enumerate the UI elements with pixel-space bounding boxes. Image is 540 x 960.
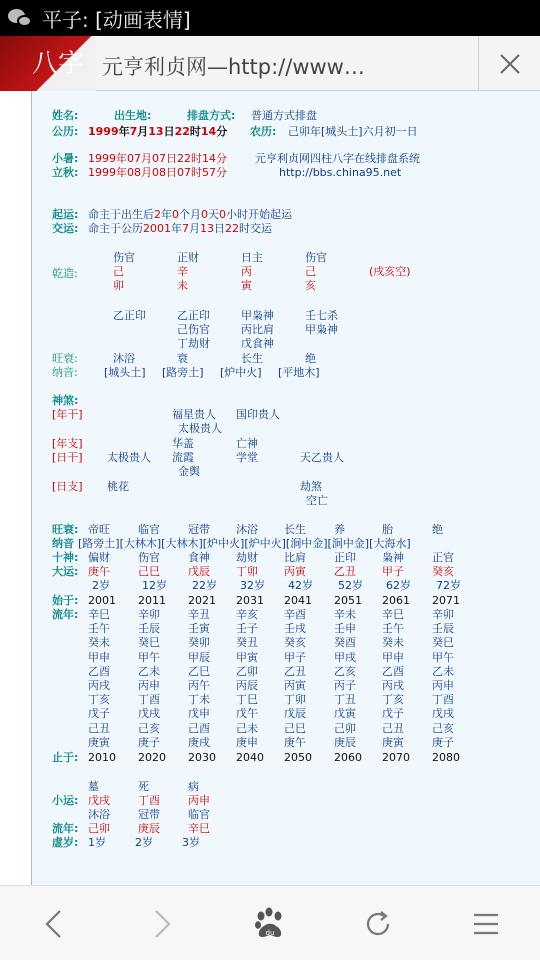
tiangan-hour: 己 xyxy=(305,265,316,278)
dayun-shiyu-label: 始于: xyxy=(52,594,79,607)
method-value: 普通方式排盘 xyxy=(251,109,317,122)
liunian-cell: 壬申 xyxy=(334,622,356,636)
dayun-zhiyu-7: 2070 xyxy=(382,751,410,764)
liunian-cell: 戊辰 xyxy=(284,707,306,721)
liunian-cell: 辛卯 xyxy=(138,608,160,621)
liunian-cell: 乙巳 xyxy=(188,664,210,678)
xiaoshu-value: 1999年07月07日22时14分 xyxy=(88,152,227,165)
liunian-cell: 己未 xyxy=(236,721,258,735)
liunian-cell: 己亥 xyxy=(432,721,454,735)
dayun-shishen-8: 正官 xyxy=(432,551,454,564)
shensha-ng-1: 福星贵人 xyxy=(172,408,216,421)
shensha-rz-3: 空亡 xyxy=(306,494,328,507)
canggan-month-1: 乙正印 xyxy=(177,309,210,322)
canggan-day-2: 丙比肩 xyxy=(241,323,274,336)
canggan-year-1: 乙正印 xyxy=(113,309,146,322)
shensha-ng-2: 国印贵人 xyxy=(236,408,280,421)
shishen-day: 日主 xyxy=(241,251,263,264)
svg-text:du: du xyxy=(265,929,275,937)
liunian-cell: 丙申 xyxy=(138,679,160,692)
xiaoyun-bottom-2: 冠带 xyxy=(138,808,160,821)
dayun-shiyu-7: 2061 xyxy=(382,594,410,607)
liunian-cell: 戊戌 xyxy=(138,707,160,721)
dayun-age-7: 62岁 xyxy=(386,579,411,592)
wangshuai-label: 旺衰: xyxy=(52,352,78,365)
dayun-zhiyu-1: 2010 xyxy=(88,751,116,764)
liunian-cell: 己巳 xyxy=(284,721,306,735)
xusui-label: 虚岁: xyxy=(52,836,79,849)
nayin-day: [炉中火] xyxy=(220,366,262,379)
liunian-cell: 戊子 xyxy=(88,707,110,721)
dayun-age-5: 42岁 xyxy=(288,579,313,592)
liunian-cell: 乙亥 xyxy=(334,664,356,678)
dayun-shishen-3: 食神 xyxy=(188,551,210,564)
liunian-cell: 癸卯 xyxy=(188,636,210,650)
liunian-cell: 丁亥 xyxy=(88,693,110,707)
xiaoshu-label: 小暑: xyxy=(52,152,79,165)
menu-icon xyxy=(472,912,500,936)
dayun-zhiyu-label: 止于: xyxy=(52,751,79,764)
liunian-cell: 甲辰 xyxy=(188,650,210,664)
canggan-month-3: 丁劫财 xyxy=(177,337,210,350)
qiyun-label: 起运: xyxy=(52,208,79,221)
dayun-item-8: 癸亥 xyxy=(432,565,454,578)
dayun-zhiyu-2: 2020 xyxy=(138,751,166,764)
dayun-age-4: 32岁 xyxy=(240,579,265,592)
liunian-cell: 丙午 xyxy=(188,679,210,692)
qiyun-value: 命主于出生后2年0个月0天0小时开始起运 xyxy=(88,208,292,221)
shensha-ri-zhi: [日支] xyxy=(52,480,83,493)
tiangan-month: 辛 xyxy=(177,265,188,278)
liunian-cell: 癸巳 xyxy=(432,636,454,650)
browser-tab-bar xyxy=(0,36,540,91)
liunian-cell: 甲寅 xyxy=(236,650,258,664)
liunian-cell: 己丑 xyxy=(382,721,404,735)
liunian-cell: 丁卯 xyxy=(284,693,306,707)
liunian-cell: 乙酉 xyxy=(88,664,110,678)
liunian-cell: 壬辰 xyxy=(432,622,454,636)
dayun-liunian-label: 流年: xyxy=(52,608,79,621)
shensha-label: 神煞: xyxy=(52,394,79,407)
nayin-hour: [平地木] xyxy=(278,366,320,379)
liunian-cell: 己卯 xyxy=(334,721,356,735)
dayun-item-1: 庚午 xyxy=(88,565,110,578)
dayun-zhiyu-6: 2060 xyxy=(334,751,362,764)
home-button[interactable] xyxy=(240,894,300,954)
liunian-cell: 丙辰 xyxy=(236,679,258,692)
forward-button[interactable] xyxy=(132,894,192,954)
xiaoyun-value-1: 戊戌 xyxy=(88,794,110,807)
jiaoyun-label: 交运: xyxy=(52,222,79,235)
site-name: 元亨利贞网四柱八字在线排盘系统 xyxy=(255,152,420,165)
dayun-age-3: 22岁 xyxy=(192,579,217,592)
liqiu-value: 1999年08月08日07时57分 xyxy=(88,166,227,179)
dayun-shishen-7: 枭神 xyxy=(382,551,404,564)
liunian-cell: 癸巳 xyxy=(138,636,160,650)
dizhi-day: 寅 xyxy=(241,279,252,292)
dayun-wangshuai-1: 帝旺 xyxy=(88,523,110,536)
liunian-cell: 丙申 xyxy=(432,679,454,692)
dayun-zhiyu-3: 2030 xyxy=(188,751,216,764)
canggan-day-3: 戊食神 xyxy=(241,337,274,350)
nongli-value: 己卯年[城头土]六月初一日 xyxy=(288,125,418,138)
dayun-item-5: 丙寅 xyxy=(284,565,306,578)
site-logo-text: 八字 xyxy=(32,49,85,79)
nayin-label: 纳音: xyxy=(52,366,78,379)
close-icon xyxy=(499,53,521,75)
dayun-shishen-4: 劫财 xyxy=(236,551,258,564)
liunian-cell: 庚子 xyxy=(432,735,454,749)
method-label: 排盘方式: xyxy=(187,109,236,122)
xiaoyun-liunian-label: 流年: xyxy=(52,822,79,835)
liunian-cell: 甲午 xyxy=(432,650,454,664)
shensha-ri-gan: [日干] xyxy=(52,451,83,464)
dizhi-hour: 亥 xyxy=(305,279,316,292)
liunian-cell: 庚辰 xyxy=(334,735,356,749)
forward-icon xyxy=(150,908,174,940)
dayun-age-8: 72岁 xyxy=(436,579,461,592)
liunian-cell: 戊戌 xyxy=(432,707,454,721)
dayun-wangshuai-8: 绝 xyxy=(432,523,443,536)
menu-button[interactable] xyxy=(456,894,516,954)
liunian-cell: 壬戌 xyxy=(284,622,306,636)
canggan-day-1: 甲枭神 xyxy=(241,309,274,322)
birthplace-label: 出生地: xyxy=(114,109,152,122)
shishen-month: 正财 xyxy=(177,251,199,264)
shishen-year: 伤官 xyxy=(113,251,135,264)
dayun-item-4: 丁卯 xyxy=(236,565,258,578)
title-bar xyxy=(0,0,540,36)
liunian-cell: 己亥 xyxy=(138,721,160,735)
shensha-rg-1: 太极贵人 xyxy=(107,451,151,464)
liunian-cell: 甲戌 xyxy=(334,650,356,664)
liunian-cell: 辛卯 xyxy=(432,608,454,621)
shensha-rg-4: 天乙贵人 xyxy=(300,451,344,464)
dayun-nayin-label: 纳音 xyxy=(52,537,74,550)
dayun-item-2: 己巳 xyxy=(138,565,160,578)
xiaoyun-value-3: 丙申 xyxy=(188,794,210,807)
xiaoyun-top-2: 死 xyxy=(138,780,149,793)
liunian-cell: 戊子 xyxy=(382,707,404,721)
nayin-month: [路旁土] xyxy=(162,366,204,379)
shensha-rz-1: 桃花 xyxy=(107,480,129,493)
dayun-age-6: 52岁 xyxy=(338,579,363,592)
canggan-hour-1: 壬七杀 xyxy=(305,309,338,322)
refresh-button[interactable] xyxy=(348,894,408,954)
dayun-shiyu-5: 2041 xyxy=(284,594,312,607)
chat-title: 平子: [动画表情] xyxy=(42,7,191,32)
liunian-cell: 丁未 xyxy=(188,693,210,707)
liunian-cell: 甲子 xyxy=(284,650,306,664)
liunian-cell: 甲申 xyxy=(88,650,110,664)
liunian-cell: 壬寅 xyxy=(188,622,210,636)
liunian-cell: 丁亥 xyxy=(382,693,404,707)
shensha-nian-zhi: [年支] xyxy=(52,437,83,450)
dayun-wangshuai-6: 养 xyxy=(334,523,345,536)
wangshuai-month: 衰 xyxy=(177,352,188,365)
liunian-cell: 癸未 xyxy=(88,636,110,650)
dayun-zhiyu-4: 2040 xyxy=(236,751,264,764)
liunian-cell: 庚申 xyxy=(236,735,258,749)
dayun-wangshuai-2: 临官 xyxy=(138,523,160,536)
liunian-cell: 壬子 xyxy=(236,622,258,636)
shensha-rg-5: 金舆 xyxy=(178,465,200,478)
shishen-hour: 伤官 xyxy=(305,251,327,264)
page-content xyxy=(0,91,540,885)
liunian-cell: 辛未 xyxy=(334,608,356,621)
liunian-cell: 癸未 xyxy=(382,636,404,650)
xiaoyun-top-1: 墓 xyxy=(88,780,99,793)
liunian-cell: 辛酉 xyxy=(284,608,306,621)
liunian-cell: 甲申 xyxy=(382,650,404,664)
liunian-cell: 丁巳 xyxy=(236,693,258,707)
liunian-cell: 乙丑 xyxy=(284,664,306,678)
dayun-age-2: 12岁 xyxy=(142,579,167,592)
shensha-nz-1: 华盖 xyxy=(172,437,194,450)
liunian-cell: 庚戌 xyxy=(188,735,210,749)
liunian-cell: 辛亥 xyxy=(236,608,258,621)
liunian-cell: 乙未 xyxy=(432,664,454,678)
name-label: 姓名: xyxy=(52,109,79,122)
shensha-ng-3: 太极贵人 xyxy=(178,422,222,435)
dayun-wangshuai-7: 胎 xyxy=(382,523,393,536)
xusui-2: 2岁 xyxy=(135,836,153,849)
liunian-cell: 戊午 xyxy=(236,707,258,721)
liunian-cell: 丙戌 xyxy=(88,679,110,692)
dayun-wangshuai-3: 冠带 xyxy=(188,523,210,536)
liunian-cell: 辛巳 xyxy=(88,608,110,621)
tiangan-year: 己 xyxy=(113,265,124,278)
liunian-cell: 癸丑 xyxy=(236,636,258,650)
shensha-nz-2: 亡神 xyxy=(236,437,258,450)
dayun-shishen-1: 偏财 xyxy=(88,551,110,564)
shensha-nian-gan: [年干] xyxy=(52,408,83,421)
back-button[interactable] xyxy=(24,894,84,954)
liunian-cell: 庚午 xyxy=(284,735,306,749)
shensha-rz-2: 劫煞 xyxy=(300,480,322,493)
kongwang: (戌亥空) xyxy=(369,265,411,278)
tiangan-day: 丙 xyxy=(241,265,252,278)
xiaoyun-liunian-2: 庚辰 xyxy=(138,822,160,835)
xusui-3: 3岁 xyxy=(182,836,200,849)
xiaoyun-value-2: 丁酉 xyxy=(138,794,160,807)
dizhi-year: 卯 xyxy=(113,279,124,292)
dayun-shishen-5: 比肩 xyxy=(284,551,306,564)
liunian-cell: 壬午 xyxy=(382,622,404,636)
liunian-cell: 甲午 xyxy=(138,650,160,664)
dayun-shiyu-2: 2011 xyxy=(138,594,166,607)
shensha-rg-2: 流霞 xyxy=(172,451,194,464)
xiaoyun-bottom-3: 临官 xyxy=(188,808,210,821)
dayun-shishen-label: 十神: xyxy=(52,551,79,564)
dayun-zhiyu-8: 2080 xyxy=(432,751,460,764)
dayun-age-1: 2岁 xyxy=(92,579,110,592)
xiaoyun-liunian-3: 辛巳 xyxy=(188,822,210,835)
liunian-cell: 辛巳 xyxy=(382,608,404,621)
dayun-shiyu-8: 2071 xyxy=(432,594,460,607)
nayin-year: [城头土] xyxy=(104,366,146,379)
page-title: 元亨利贞网—http://www… xyxy=(102,55,365,79)
qianzao-label: 乾造: xyxy=(52,267,78,280)
wangshuai-day: 长生 xyxy=(241,352,263,365)
liunian-cell: 丁丑 xyxy=(334,693,356,707)
dayun-dayun-label: 大运: xyxy=(52,565,79,578)
liunian-cell: 乙未 xyxy=(138,664,160,678)
dayun-item-7: 甲子 xyxy=(382,565,404,578)
browser-nav-bar xyxy=(0,885,540,960)
liunian-cell: 乙酉 xyxy=(382,664,404,678)
xiaoyun-liunian-1: 己卯 xyxy=(88,822,110,835)
back-icon xyxy=(42,908,66,940)
dayun-shiyu-6: 2051 xyxy=(334,594,362,607)
site-logo[interactable] xyxy=(0,36,96,91)
dayun-zhiyu-5: 2050 xyxy=(284,751,312,764)
xiaoyun-top-3: 病 xyxy=(188,780,199,793)
liunian-cell: 丙子 xyxy=(334,679,356,692)
gongli-label: 公历: xyxy=(52,125,79,138)
dayun-shishen-2: 伤官 xyxy=(138,551,160,564)
liunian-cell: 辛丑 xyxy=(188,608,210,621)
site-link[interactable]: http://bbs.china95.net xyxy=(279,166,402,179)
liunian-cell: 丁酉 xyxy=(138,693,160,707)
wangshuai-hour: 绝 xyxy=(305,352,316,365)
dayun-nayin-value: [路旁土][大林木][大林木][炉中火][炉中火][涧中金][涧中金][大海水] xyxy=(78,537,411,550)
dayun-shiyu-4: 2031 xyxy=(236,594,264,607)
dayun-wangshuai-4: 沐浴 xyxy=(236,523,258,536)
liunian-cell: 庚寅 xyxy=(382,735,404,749)
dayun-wangshuai-5: 长生 xyxy=(284,523,306,536)
liunian-cell: 壬午 xyxy=(88,622,110,636)
nongli-label: 农历: xyxy=(250,125,277,138)
xiaoyun-bottom-1: 沐浴 xyxy=(88,808,110,821)
liunian-cell: 庚子 xyxy=(138,735,160,749)
refresh-icon xyxy=(363,909,393,939)
dayun-wangshuai-label: 旺衰: xyxy=(52,523,79,536)
dayun-shishen-6: 正印 xyxy=(334,551,356,564)
liqiu-label: 立秋: xyxy=(52,166,79,179)
xiaoyun-label: 小运: xyxy=(52,794,79,807)
liunian-cell: 戊申 xyxy=(188,707,210,721)
dizhi-month: 未 xyxy=(177,279,188,292)
liunian-cell: 庚寅 xyxy=(88,735,110,749)
dayun-item-6: 乙丑 xyxy=(334,565,356,578)
jiaoyun-value: 命主于公历2001年7月13日22时交运 xyxy=(88,222,272,235)
liunian-cell: 乙卯 xyxy=(236,664,258,678)
liunian-cell: 丙戌 xyxy=(382,679,404,692)
wangshuai-year: 沐浴 xyxy=(113,352,135,365)
close-button[interactable] xyxy=(478,36,540,91)
dayun-shiyu-1: 2001 xyxy=(88,594,116,607)
gongli-date: 1999年7月13日22时14分 xyxy=(88,125,228,138)
liunian-cell: 戊寅 xyxy=(334,707,356,721)
dayun-item-3: 戊辰 xyxy=(188,565,210,578)
liunian-cell: 丁酉 xyxy=(432,693,454,707)
liunian-cell: 己丑 xyxy=(88,721,110,735)
wechat-icon xyxy=(8,7,34,29)
shensha-rg-3: 学堂 xyxy=(236,451,258,464)
baidu-paw-icon xyxy=(253,907,287,941)
liunian-cell: 己酉 xyxy=(188,721,210,735)
canggan-month-2: 己伤官 xyxy=(177,323,210,336)
liunian-cell: 丙寅 xyxy=(284,679,306,692)
bazi-panel xyxy=(31,91,540,885)
dayun-shiyu-3: 2021 xyxy=(188,594,216,607)
liunian-cell: 癸亥 xyxy=(284,636,306,650)
liunian-cell: 癸酉 xyxy=(334,636,356,650)
xusui-1: 1岁 xyxy=(88,836,106,849)
canggan-hour-2: 甲枭神 xyxy=(305,323,338,336)
liunian-cell: 壬辰 xyxy=(138,622,160,636)
